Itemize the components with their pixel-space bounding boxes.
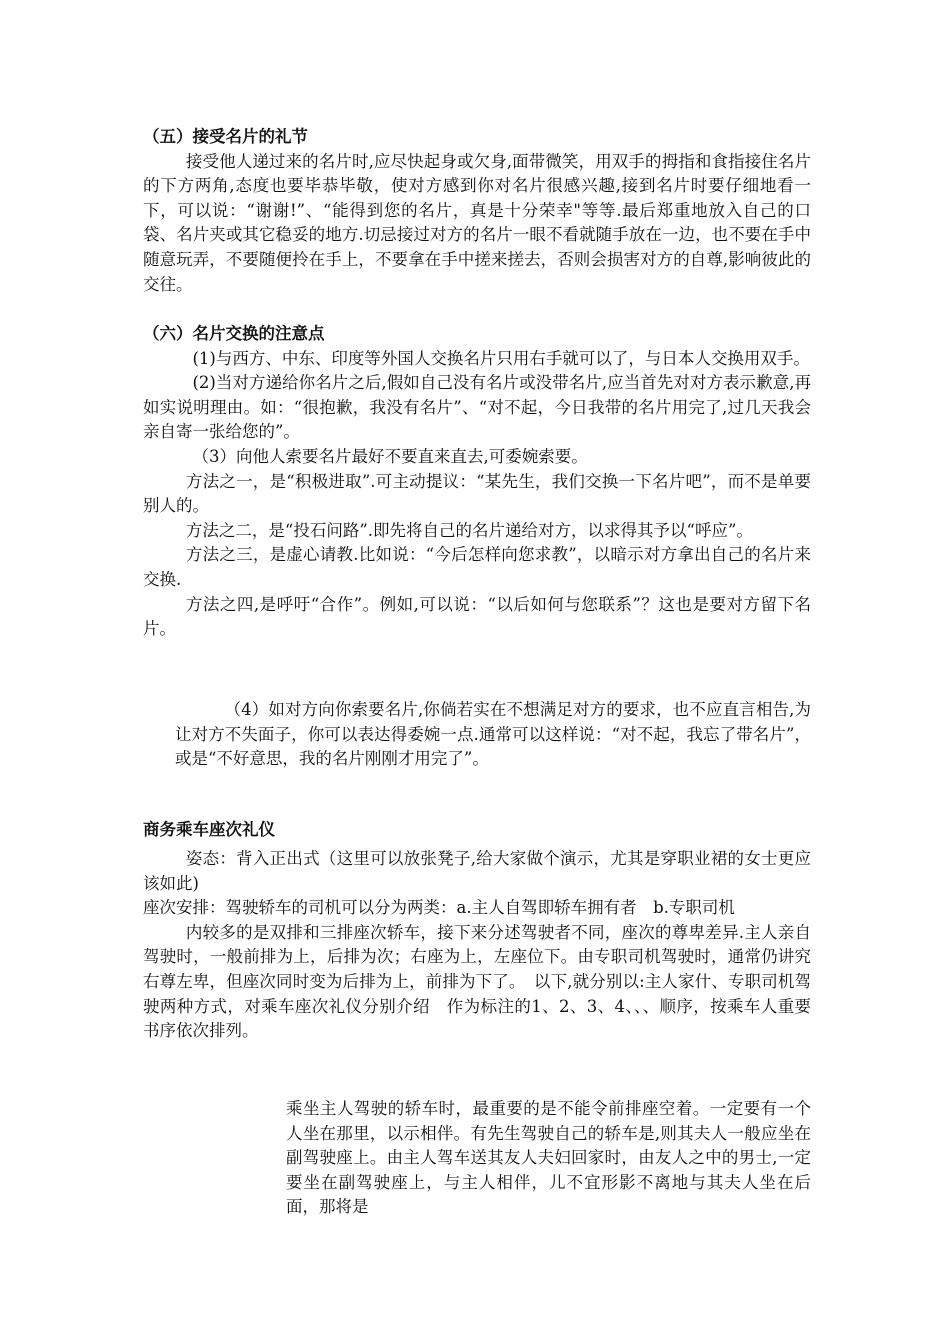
paragraph-intro: 内较多的是双排和三排座次轿车，接下来分述驾驶者不同，座次的尊卑差异.主人亲自驾驶时，一般前排为上，后排为次；右座为上，左座位下。由专职司机驾驶时，通常仍讲究右尊左卑，但座次同时变为后排为上，前排为下了。 以下,就分别以:主人家什、专职司机驾驶两种方式，对乘车座次礼仪分别介绍 作为标注的1、2、3、4、、、顺序，按乘车人重要书序依次排列。 (143, 922, 811, 1041)
section-receive-cards (143, 125, 811, 297)
paragraph-point-4: （4）如对方向你索要名片,你倘若实在不想满足对方的要求，也不应直言相告,为让对方不失面子，你可以表达得委婉一点.通常可以这样说：“对不起，我忘了带名片”，或是“不好意思，我的名片刚刚才用完了”。 (175, 700, 811, 769)
section-car-body (143, 847, 811, 1044)
section-exchange-notes (143, 322, 811, 642)
paragraph-method-1: 方法之一，是“积极进取”.可主动提议：“某先生，我们交换一下名片吧”，而不是单要别人的。 (143, 471, 811, 516)
paragraph-point-1: (1)与西方、中东、印度等外国人交换名片只用右手就可以了，与日本人交换用双手。 (192, 348, 810, 368)
heading-exchange-notes: （六）名片交换的注意点 (143, 324, 325, 343)
paragraph-method-3: 方法之三，是虚心请教.比如说：“今后怎样向您求教”，以暗示对方拿出自己的名片来交换. (143, 545, 811, 589)
paragraph-receive-cards: 接受他人递过来的名片时,应尽快起身或欠身,面带微笑，用双手的拇指和食指接住名片的下方两角,态度也要毕恭毕敬，使对方感到你对名片很感兴趣,接到名片时要仔细地看一下，可以说：“谢谢!”、“能得到您的名片，真是十分荣幸"等等.最后郑重地放入自己的口袋、名片夹或其它稳妥的地方.切忌接过对方的名片一眼不看就随手放在一边，也不要在手中随意玩弄，不要随便拎在手上，不要拿在手中搓来搓去，否则会损害对方的自尊,影响彼此的交往。 (143, 151, 811, 294)
section-car-etiquette (143, 818, 811, 843)
paragraph-seating: 座次安排：驾驶轿车的司机可以分为两类：a.主人自驾即轿车拥有者 b.专职司机 (143, 898, 735, 918)
heading-car-etiquette: 商务乘车座次礼仪 (143, 820, 275, 839)
paragraph-owner-driving: 乘坐主人驾驶的轿车时，最重要的是不能令前排座空着。一定要有一个人坐在那里，以示相伴。有先生驾驶自己的轿车是,则其夫人一般应坐在副驾驶座上。由主人驾车送其友人夫妇回家时，由友人之中的男士,一定要坐在副驾驶座上，与主人相伴，儿不宜形影不离地与其夫人坐在后面，那将是 (286, 1099, 811, 1217)
section-point-4 (175, 698, 811, 772)
paragraph-point-2: (2)当对方递给你名片之后,假如自己没有名片或没带名片,应当首先对对方表示歉意,再如实说明理由。如：“很抱歉，我没有名片”、“对不起，今日我带的名片用完了,过几天我会亲自寄一张给您的”。 (143, 373, 811, 442)
paragraph-posture: 姿态：背入正出式（这里可以放张凳子,给大家做个演示，尤其是穿职业裙的女士更应该如此) (143, 849, 811, 893)
paragraph-method-2: 方法之二，是“投石问路”.即先将自己的名片递给对方，以求得其予以“呼应”。 (185, 520, 753, 540)
paragraph-point-3: （3）向他人索要名片最好不要直来直去,可委婉索要。 (192, 446, 588, 466)
paragraph-method-4: 方法之四,是呼吁“合作”。例如,可以说：“以后如何与您联系”？这也是要对方留下名片。 (143, 594, 811, 639)
section-owner-driving (286, 1097, 811, 1220)
heading-receive-cards: （五）接受名片的礼节 (143, 127, 308, 146)
